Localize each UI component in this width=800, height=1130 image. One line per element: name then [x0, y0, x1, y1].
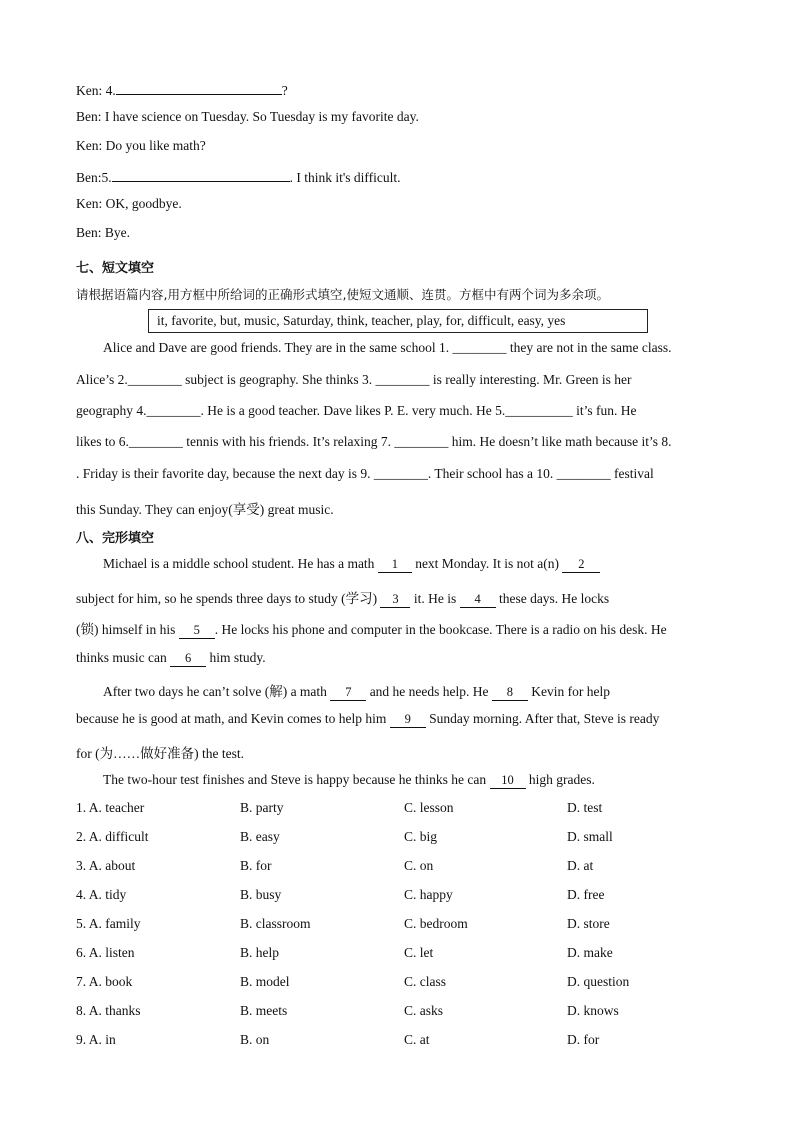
cloze-blank-7[interactable]: 7	[330, 685, 366, 701]
option-choice[interactable]: B. for	[240, 858, 272, 873]
option-choice[interactable]: C. let	[404, 945, 434, 960]
option-choice[interactable]: B. classroom	[240, 916, 311, 931]
option-row	[76, 829, 736, 847]
option-choice[interactable]: B. model	[240, 974, 290, 989]
option-row	[76, 974, 736, 992]
option-row	[76, 800, 736, 818]
cloze-text: for (为……做好准备) the test.	[76, 746, 244, 761]
cloze-line	[76, 650, 266, 667]
option-choice[interactable]: D. free	[567, 887, 605, 902]
cloze-text: because he is good at math, and Kevin comes to help him	[76, 711, 390, 726]
dialogue-line	[76, 167, 401, 186]
option-choice[interactable]: C. asks	[404, 1003, 444, 1018]
section-8-title: 八、完形填空	[76, 531, 155, 546]
option-row	[76, 945, 736, 963]
option-choice[interactable]: C. big	[404, 829, 438, 844]
cloze-blank-4[interactable]: 4	[460, 592, 496, 608]
dialogue-line	[76, 109, 419, 125]
cloze-line	[76, 618, 667, 639]
cloze-line	[76, 742, 244, 762]
cloze-text: After two days he can’t solve (解) a math	[103, 684, 331, 699]
cloze-blank-10[interactable]: 10	[490, 773, 526, 789]
option-choice[interactable]: 4. A. tidy	[76, 887, 127, 902]
cloze-text: Michael is a middle school student. He has a math	[103, 556, 378, 571]
option-choice[interactable]: B. busy	[240, 887, 282, 902]
cloze-text: (锁) himself in his	[76, 622, 179, 637]
cloze-line	[103, 772, 595, 789]
option-choice[interactable]: 9. A. in	[76, 1032, 116, 1047]
passage-line: . Friday is their favorite day, because the next day is 9. ________. Their school has a 10. ________ festival	[76, 466, 654, 481]
cloze-text: subject for him, so he spends three days to study (学习)	[76, 591, 381, 606]
dialogue-text: Ken: 4.	[76, 83, 116, 98]
option-choice[interactable]: D. store	[567, 916, 610, 931]
dialogue-line	[76, 225, 130, 241]
cloze-blank-6[interactable]: 6	[170, 651, 206, 667]
option-choice[interactable]: 6. A. listen	[76, 945, 135, 960]
cloze-blank-5[interactable]: 5	[179, 623, 215, 639]
answer-blank[interactable]	[116, 80, 282, 95]
option-row	[76, 1003, 736, 1021]
cloze-line	[103, 556, 600, 573]
dialogue-text: Ben: Bye.	[76, 225, 130, 240]
cloze-text: it. He is	[410, 591, 460, 606]
passage-line: Alice’s 2.________ subject is geography. She thinks 3. ________ is really interesting. Mr. Green is her	[76, 372, 632, 387]
cloze-text: these days. He locks	[495, 591, 610, 606]
cloze-line	[76, 711, 659, 728]
option-choice[interactable]: 3. A. about	[76, 858, 136, 873]
cloze-text: The two-hour test finishes and Steve is happy because he thinks he can	[103, 772, 490, 787]
passage-line: likes to 6.________ tennis with his friends. It’s relaxing 7. ________ him. He doesn’t like math because it’s 8.	[76, 434, 672, 449]
dialogue-text: Ken: Do you like math?	[76, 138, 206, 153]
cloze-text: Sunday morning. After that, Steve is ready	[425, 711, 660, 726]
word-box: it, favorite, but, music, Saturday, think, teacher, play, for, difficult, easy, yes	[148, 309, 648, 333]
cloze-line	[76, 587, 609, 608]
cloze-blank-2[interactable]: 2	[562, 557, 600, 573]
dialogue-text: . I think it's difficult.	[289, 170, 401, 185]
section-7-title: 七、短文填空	[76, 261, 155, 276]
option-choice[interactable]: D. test	[567, 800, 603, 815]
option-row	[76, 887, 736, 905]
section-7-instruction: 请根据语篇内容,用方框中所给词的正确形式填空,使短文通顺、连贯。方框中有两个词为多余项。	[76, 287, 609, 302]
cloze-text: him study.	[206, 650, 266, 665]
option-choice[interactable]: 7. A. book	[76, 974, 133, 989]
option-choice[interactable]: D. knows	[567, 1003, 619, 1018]
option-choice[interactable]: B. easy	[240, 829, 280, 844]
dialogue-text: Ben: I have science on Tuesday. So Tuesday is my favorite day.	[76, 109, 419, 124]
cloze-text: next Monday. It is not a(n)	[411, 556, 563, 571]
cloze-text: Kevin for help	[527, 684, 611, 699]
option-choice[interactable]: C. bedroom	[404, 916, 468, 931]
option-choice[interactable]: 5. A. family	[76, 916, 141, 931]
dialogue-text: Ben:5.	[76, 170, 112, 185]
option-choice[interactable]: D. question	[567, 974, 630, 989]
option-choice[interactable]: C. at	[404, 1032, 430, 1047]
option-choice[interactable]: 8. A. thanks	[76, 1003, 141, 1018]
option-choice[interactable]: C. happy	[404, 887, 453, 902]
option-choice[interactable]: B. party	[240, 800, 284, 815]
option-choice[interactable]: D. make	[567, 945, 613, 960]
option-choice[interactable]: B. help	[240, 945, 279, 960]
cloze-blank-3[interactable]: 3	[380, 592, 410, 608]
cloze-text: and he needs help. He	[366, 684, 492, 699]
cloze-blank-8[interactable]: 8	[492, 685, 528, 701]
option-row	[76, 916, 736, 934]
option-choice[interactable]: B. meets	[240, 1003, 288, 1018]
cloze-text: thinks music can	[76, 650, 171, 665]
option-row	[76, 858, 736, 876]
option-choice[interactable]: D. for	[567, 1032, 600, 1047]
passage-line: geography 4.________. He is a good teacher. Dave likes P. E. very much. He 5.__________ it’s fun. He	[76, 403, 637, 418]
cloze-blank-9[interactable]: 9	[390, 712, 426, 728]
cloze-text: . He locks his phone and computer in the bookcase. There is a radio on his desk. He	[214, 622, 667, 637]
dialogue-line	[76, 196, 182, 212]
option-choice[interactable]: C. lesson	[404, 800, 454, 815]
dialogue-text: Ken: OK, goodbye.	[76, 196, 182, 211]
answer-blank[interactable]	[112, 167, 290, 182]
option-choice[interactable]: B. on	[240, 1032, 270, 1047]
option-choice[interactable]: 2. A. difficult	[76, 829, 149, 844]
option-choice[interactable]: D. small	[567, 829, 613, 844]
option-row	[76, 1032, 736, 1050]
cloze-blank-1[interactable]: 1	[378, 557, 412, 573]
passage-line: Alice and Dave are good friends. They are in the same school 1. ________ they are not in the same class.	[103, 340, 672, 355]
dialogue-line	[76, 138, 206, 154]
cloze-line	[103, 680, 610, 701]
option-choice[interactable]: C. class	[404, 974, 446, 989]
option-choice[interactable]: C. on	[404, 858, 434, 873]
dialogue-text: ?	[281, 83, 288, 98]
option-choice[interactable]: 1. A. teacher	[76, 800, 145, 815]
dialogue-line	[76, 80, 288, 99]
option-choice[interactable]: D. at	[567, 858, 594, 873]
cloze-text: high grades.	[525, 772, 595, 787]
passage-line: this Sunday. They can enjoy(享受) great music.	[76, 502, 334, 517]
